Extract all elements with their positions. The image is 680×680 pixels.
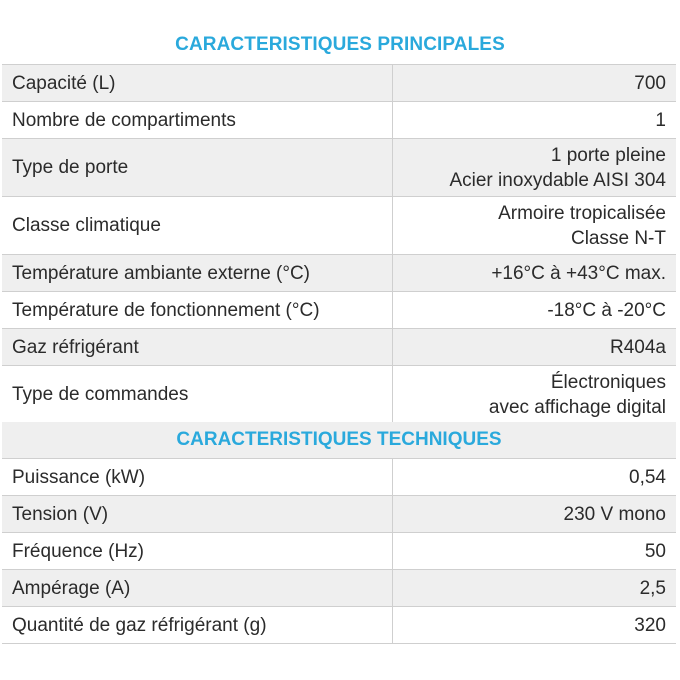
row-value (393, 533, 677, 570)
row-value (393, 459, 677, 496)
row-label: Type de porte (2, 139, 393, 197)
table-row (2, 139, 676, 197)
table-row (2, 366, 676, 424)
tech-section-title: CARACTERISTIQUES TECHNIQUES (2, 422, 676, 459)
row-label: Quantité de gaz réfrigérant (g) (2, 607, 393, 644)
row-value (393, 366, 677, 424)
row-label: Température de fonctionnement (°C) (2, 292, 393, 329)
main-section-title: CARACTERISTIQUES PRINCIPALES (175, 34, 505, 55)
row-value-line: 1 (655, 109, 666, 131)
main-spec-table (2, 64, 676, 424)
row-value-line: Électroniques (550, 371, 666, 393)
row-label: Température ambiante externe (°C) (2, 255, 393, 292)
row-label: Fréquence (Hz) (2, 533, 393, 570)
row-value-line: 320 (634, 614, 666, 636)
table-row (2, 329, 676, 366)
row-value (393, 496, 677, 533)
row-label: Gaz réfrigérant (2, 329, 393, 366)
row-value-line: 230 V mono (563, 503, 666, 525)
row-value-line: Classe N-T (570, 227, 666, 249)
row-value-line: Acier inoxydable AISI 304 (449, 169, 666, 191)
table-row (2, 292, 676, 329)
row-value-line: 2,5 (639, 577, 666, 599)
table-row (2, 607, 676, 644)
row-value-line: 50 (644, 540, 666, 562)
row-value (393, 139, 677, 197)
tech-spec-table (2, 458, 676, 644)
row-value-line: -18°C à -20°C (547, 299, 666, 321)
row-value-line: R404a (610, 336, 666, 358)
table-row (2, 65, 676, 102)
table-row (2, 197, 676, 255)
row-value (393, 570, 677, 607)
row-label: Classe climatique (2, 197, 393, 255)
table-row (2, 496, 676, 533)
table-row (2, 102, 676, 139)
row-value (393, 292, 677, 329)
row-label: Type de commandes (2, 366, 393, 424)
row-value-line: Armoire tropicalisée (498, 202, 666, 224)
table-row (2, 570, 676, 607)
row-value (393, 329, 677, 366)
row-value (393, 255, 677, 292)
row-value-line: 0,54 (629, 466, 666, 488)
row-value-line: avec affichage digital (488, 396, 666, 418)
row-value-line: 1 porte pleine (550, 144, 666, 166)
row-value (393, 197, 677, 255)
row-label: Tension (V) (2, 496, 393, 533)
table-row (2, 255, 676, 292)
row-value (393, 607, 677, 644)
row-value-line: +16°C à +43°C max. (491, 262, 666, 284)
row-label: Ampérage (A) (2, 570, 393, 607)
row-label: Capacité (L) (2, 65, 393, 102)
table-row (2, 533, 676, 570)
row-label: Nombre de compartiments (2, 102, 393, 139)
row-value-line: 700 (634, 72, 666, 94)
row-value (393, 102, 677, 139)
row-value (393, 65, 677, 102)
row-label: Puissance (kW) (2, 459, 393, 496)
table-row (2, 459, 676, 496)
